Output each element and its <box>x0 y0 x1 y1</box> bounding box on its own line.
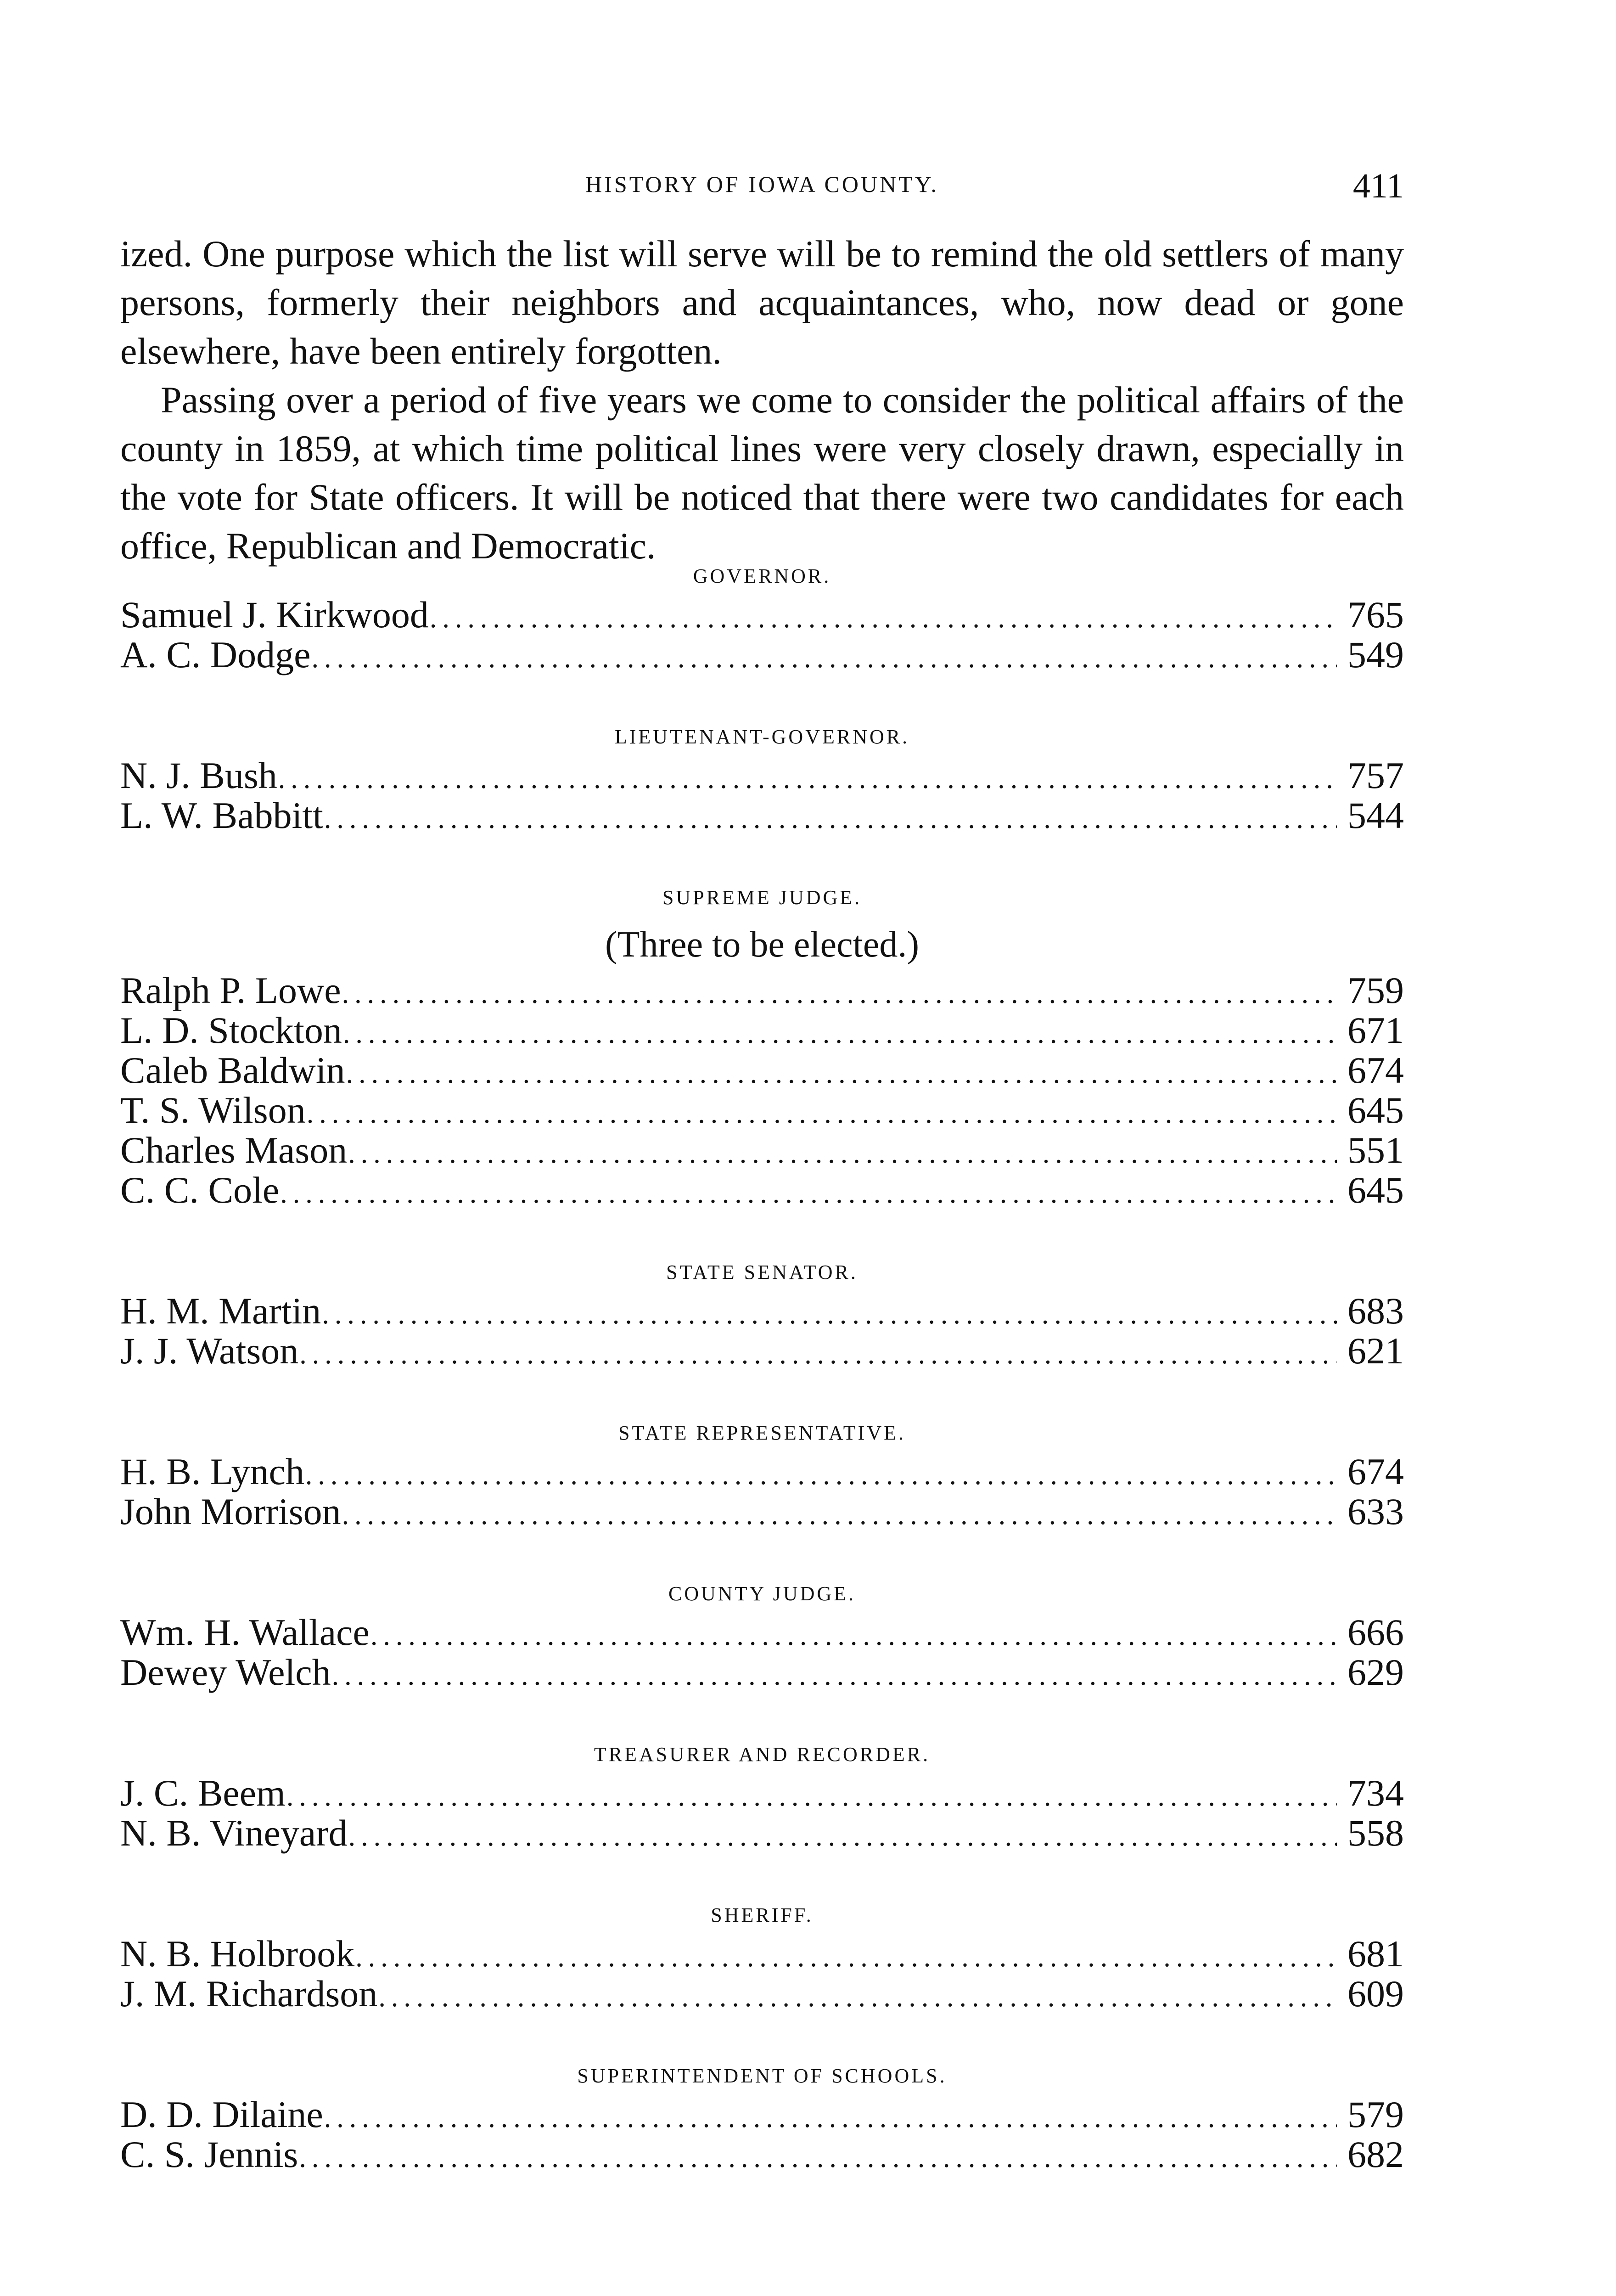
candidate-name: H. M. Martin <box>120 1290 321 1332</box>
dot-leader <box>348 1134 1337 1174</box>
vote-count: 629 <box>1347 1651 1404 1693</box>
candidate-row <box>120 2094 1404 2134</box>
candidate-name: Ralph P. Lowe <box>120 969 341 1011</box>
candidate-name: Dewey Welch <box>120 1651 331 1693</box>
dot-leader <box>342 1495 1337 1535</box>
section-title: SHERIFF. <box>711 1904 814 1926</box>
candidate-name: J. J. Watson <box>120 1330 299 1372</box>
vote-count: 633 <box>1347 1491 1404 1532</box>
candidate-row <box>120 595 1404 635</box>
dot-leader <box>378 1977 1337 2017</box>
dot-leader <box>278 759 1337 799</box>
candidate-row <box>120 755 1404 795</box>
body-text <box>120 230 1404 570</box>
candidate-row <box>120 1974 1404 2014</box>
running-head: HISTORY OF IOWA COUNTY. <box>585 171 939 197</box>
candidate-row <box>120 1813 1404 1853</box>
candidate-name: John Morrison <box>120 1491 341 1532</box>
candidate-row <box>120 1090 1404 1130</box>
results-section <box>120 2058 1404 2174</box>
election-results <box>120 558 1404 2174</box>
candidate-name: N. B. Holbrook <box>120 1933 355 1975</box>
dot-leader <box>305 1455 1337 1495</box>
candidate-row <box>120 1612 1404 1652</box>
vote-count: 549 <box>1347 634 1404 675</box>
page-number: 411 <box>1352 167 1404 205</box>
section-title: SUPERINTENDENT OF SCHOOLS. <box>577 2065 947 2087</box>
candidate-name: J. M. Richardson <box>120 1973 378 2015</box>
candidate-name: A. C. Dodge <box>120 634 311 675</box>
candidate-name: T. S. Wilson <box>120 1089 306 1131</box>
dot-leader <box>355 1937 1337 1977</box>
section-title: STATE SENATOR. <box>666 1261 858 1283</box>
dot-leader <box>324 2098 1337 2138</box>
section-title: TREASURER AND RECORDER. <box>594 1743 931 1766</box>
vote-count: 765 <box>1347 594 1404 636</box>
dot-leader <box>307 1094 1337 1134</box>
section-title: LIEUTENANT-GOVERNOR. <box>614 726 910 748</box>
candidate-row <box>120 970 1404 1010</box>
vote-count: 682 <box>1347 2133 1404 2175</box>
section-title: SUPREME JUDGE. <box>662 886 862 909</box>
candidate-row <box>120 1170 1404 1210</box>
results-section <box>120 879 1404 1210</box>
vote-count: 671 <box>1347 1009 1404 1051</box>
candidate-row <box>120 1291 1404 1331</box>
vote-count: 666 <box>1347 1611 1404 1653</box>
candidate-row <box>120 2134 1404 2174</box>
candidate-row <box>120 1934 1404 1974</box>
results-section <box>120 1576 1404 1692</box>
candidate-row <box>120 1331 1404 1371</box>
dot-leader <box>280 1174 1337 1214</box>
results-section <box>120 1254 1404 1371</box>
candidate-row <box>120 1773 1404 1813</box>
dot-leader <box>343 1014 1337 1054</box>
results-section <box>120 719 1404 835</box>
dot-leader <box>299 1334 1337 1374</box>
candidate-row <box>120 1050 1404 1090</box>
paragraph: Passing over a period of five years we come to consider the political affairs of the county in 1859, at which time political lines were very closely drawn, especially in the vote for State officers. It will be noticed that there were two candidates for each office, Republican and Democratic. <box>120 379 1404 567</box>
candidate-row <box>120 1010 1404 1050</box>
results-section <box>120 1897 1404 2014</box>
vote-count: 544 <box>1347 794 1404 836</box>
vote-count: 609 <box>1347 1973 1404 2015</box>
vote-count: 558 <box>1347 1812 1404 1854</box>
section-title: COUNTY JUDGE. <box>668 1582 856 1605</box>
dot-leader <box>312 638 1337 678</box>
vote-count: 579 <box>1347 2093 1404 2135</box>
vote-count: 757 <box>1347 754 1404 796</box>
vote-count: 645 <box>1347 1169 1404 1211</box>
vote-count: 674 <box>1347 1049 1404 1091</box>
dot-leader <box>370 1616 1337 1656</box>
vote-count: 621 <box>1347 1330 1404 1372</box>
candidate-row <box>120 635 1404 675</box>
dot-leader <box>322 1294 1337 1334</box>
dot-leader <box>346 1054 1337 1094</box>
section-note: (Three to be elected.) <box>605 924 920 965</box>
dot-leader <box>299 2138 1337 2178</box>
dot-leader <box>286 1777 1337 1817</box>
candidate-name: D. D. Dilaine <box>120 2093 323 2135</box>
candidate-name: Charles Mason <box>120 1129 348 1171</box>
dot-leader <box>342 974 1337 1014</box>
dot-leader <box>430 598 1337 638</box>
dot-leader <box>332 1656 1337 1696</box>
vote-count: 645 <box>1347 1089 1404 1131</box>
section-title: GOVERNOR. <box>693 565 831 587</box>
candidate-row <box>120 1491 1404 1531</box>
candidate-name: L. W. Babbitt <box>120 794 323 836</box>
page-header <box>120 167 1404 212</box>
dot-leader <box>324 799 1337 839</box>
results-section <box>120 1736 1404 1853</box>
candidate-name: N. B. Vineyard <box>120 1812 348 1854</box>
vote-count: 734 <box>1347 1772 1404 1814</box>
candidate-name: J. C. Beem <box>120 1772 286 1814</box>
paragraph: ized. One purpose which the list will serve will be to remind the old settlers of many persons, formerly their neighbors and acquaintances, who, now dead or gone elsewhere, have been entirely forgotten. <box>120 233 1404 372</box>
vote-count: 674 <box>1347 1451 1404 1492</box>
candidate-row <box>120 1130 1404 1170</box>
vote-count: 551 <box>1347 1129 1404 1171</box>
dot-leader <box>348 1817 1337 1857</box>
candidate-row <box>120 1452 1404 1491</box>
candidate-name: Samuel J. Kirkwood <box>120 594 429 636</box>
vote-count: 681 <box>1347 1933 1404 1975</box>
candidate-name: C. S. Jennis <box>120 2133 298 2175</box>
results-section <box>120 558 1404 675</box>
candidate-name: N. J. Bush <box>120 754 277 796</box>
section-title: STATE REPRESENTATIVE. <box>618 1422 906 1444</box>
candidate-name: C. C. Cole <box>120 1169 280 1211</box>
candidate-row <box>120 795 1404 835</box>
results-section <box>120 1415 1404 1531</box>
candidate-name: H. B. Lynch <box>120 1451 304 1492</box>
candidate-name: Wm. H. Wallace <box>120 1611 370 1653</box>
vote-count: 683 <box>1347 1290 1404 1332</box>
candidate-name: L. D. Stockton <box>120 1009 342 1051</box>
candidate-name: Caleb Baldwin <box>120 1049 345 1091</box>
candidate-row <box>120 1652 1404 1692</box>
vote-count: 759 <box>1347 969 1404 1011</box>
